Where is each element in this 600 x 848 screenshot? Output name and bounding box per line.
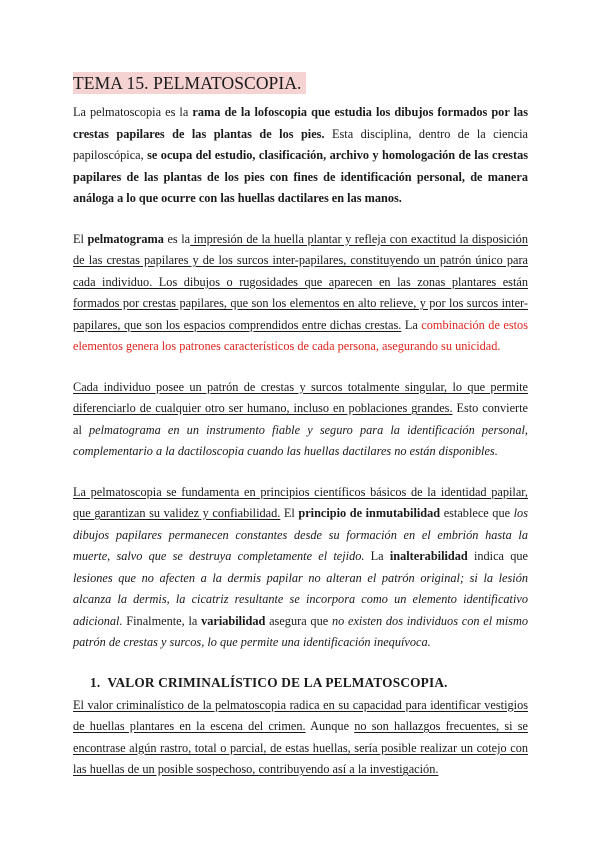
italic-run: pelmatograma en un instrumento fiable y seguro para la identificación personal, complementario a la dactiloscopia cuando las huellas dactilares no están disponibles.: [73, 422, 528, 458]
underlined-run: El valor criminalístico de la pelmatoscopia radica en su capacidad para identificar vestigios de huellas plantares en la escena del crimen.: [73, 697, 528, 733]
bold-run: se ocupa del estudio, clasificación, archivo y homologación de las crestas papilares de las plantas de los pies con fines de identificación personal, de manera análoga a lo que ocurre con las huellas dactilares en las manos.: [73, 148, 529, 205]
text-run: es la: [163, 231, 191, 246]
underlined-run: no son hallazgos frecuentes, si se encontrase algún rastro, total o parcial, de estas huellas, sería posible realizar un cotejo con las huellas de un posible sospechoso, contribuyendo así a la investigación.: [73, 719, 528, 776]
section-title: VALOR CRIMINALÍSTICO DE LA PELMATOSCOPIA.: [107, 674, 448, 690]
text-run: La: [401, 317, 422, 332]
text-run: Esto convierte al: [73, 401, 528, 437]
paragraph-gap: [73, 358, 528, 377]
text-run: Aunque: [305, 719, 355, 733]
paragraph-singularity: [73, 377, 528, 463]
paragraph-principles: [73, 482, 528, 654]
section-heading: [90, 673, 528, 693]
highlighted-red-run: combinación de estos elementos genera los patrones característicos de cada persona, asegurando su unicidad.: [73, 317, 528, 353]
italic-run: lesiones que no afecten a la dermis papilar no alteran el patrón original; si la lesión alcanza la dermis, la cicatriz resultante se incorpora como un elemento identificativo adicional.: [73, 570, 528, 628]
paragraph-intro: [73, 102, 528, 210]
text-run: Finalmente, la: [122, 613, 202, 628]
bold-run: principio de inmutabilidad: [298, 506, 441, 520]
page-title: TEMA 15. PELMATOSCOPIA.: [73, 72, 306, 94]
italic-run: no existen dos individuos con el mismo patrón de crestas y surcos, lo que permite una identificación inequívoca.: [73, 613, 528, 649]
underlined-run: impresión de la huella plantar y refleja con exactitud la disposición de las crestas papilares y de los surcos inter-papilares, constituyendo un patrón único para cada individuo. Los dibujos o rugosidades que aparecen en las zonas plantares están formados por crestas papilares, que son los elementos en alto relieve, y por los surcos inter-papilares, que son los espacios comprendidos entre dichas crestas.: [73, 231, 528, 332]
text-run: indica que: [467, 549, 528, 563]
text-run: El: [73, 231, 88, 246]
text-run: Esta disciplina, dentro de la ciencia papiloscópica,: [73, 126, 528, 162]
italic-run: los dibujos papilares permanecen constantes desde su formación en el embrión hasta la muerte, salvo que se destruya completamente el tejido.: [73, 506, 528, 563]
text-run: La: [364, 549, 390, 563]
paragraph-pelmatograma: [73, 229, 528, 358]
bold-run: rama de la lofoscopia que estudia los dibujos formados por las crestas papilares de las plantas de los pies.: [73, 105, 528, 141]
text-run: El: [280, 506, 299, 520]
paragraph-gap: [73, 210, 528, 229]
text-run: establece que: [440, 506, 514, 520]
paragraph-gap: [73, 654, 528, 673]
section-number: 1.: [90, 674, 101, 690]
underlined-run: Cada individuo posee un patrón de crestas y surcos totalmente singular, lo que permite diferenciarlo de cualquier otro ser humano, incluso en poblaciones grandes.: [73, 379, 528, 415]
paragraph-criminalistic-value: [73, 695, 528, 781]
underlined-run: La pelmatoscopia se fundamenta en principios científicos básicos de la identidad papilar, que garantizan su validez y confiabilidad.: [73, 484, 528, 520]
paragraph-gap: [73, 463, 528, 482]
bold-run: inalterabilidad: [389, 549, 468, 563]
bold-run: variabilidad: [201, 613, 266, 628]
bold-run: pelmatograma: [87, 231, 164, 246]
text-run: asegura que: [265, 613, 332, 628]
text-run: La pelmatoscopia es la: [73, 105, 193, 119]
document-page: [73, 72, 528, 781]
